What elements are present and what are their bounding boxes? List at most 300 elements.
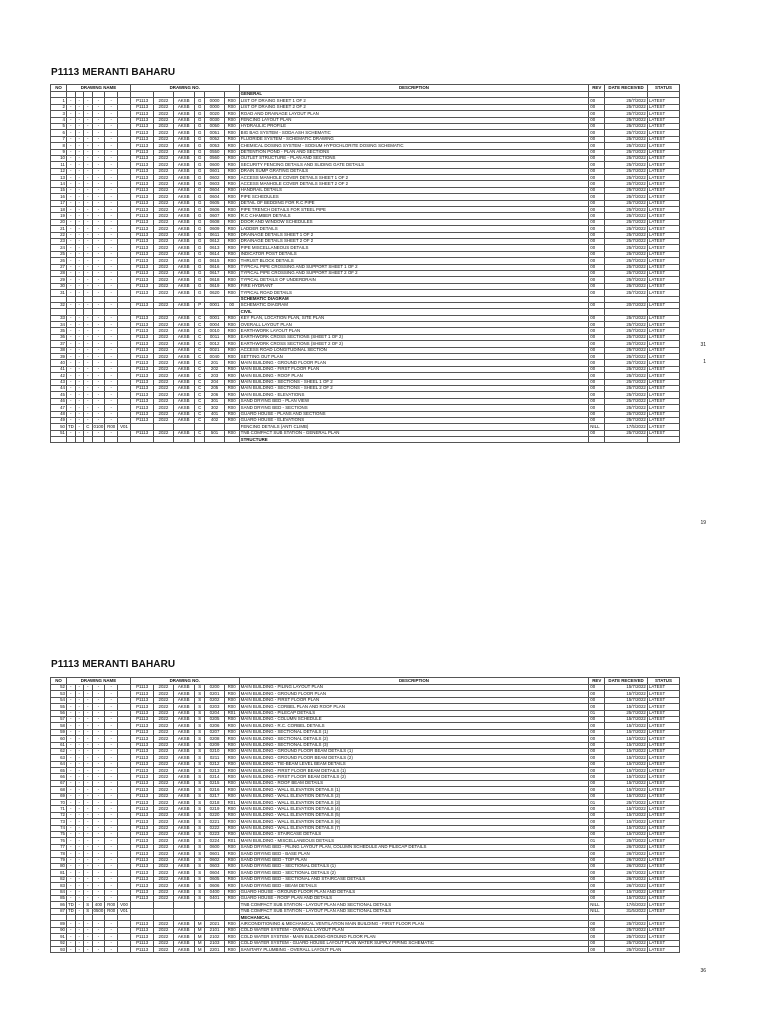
- status: LATEST: [647, 819, 679, 825]
- drawing-name-part: -: [75, 143, 84, 149]
- drawing-name-part: -: [92, 819, 105, 825]
- drawing-no-part: R00: [224, 780, 239, 786]
- empty-cell: [173, 437, 194, 443]
- drawing-no-part: 203: [205, 373, 224, 379]
- drawing-no-part: AKSB: [173, 207, 194, 213]
- drawing-name-part: -: [105, 232, 118, 238]
- drawing-name-part: -: [105, 290, 118, 296]
- drawing-no-part: G: [194, 104, 205, 110]
- drawing-name-part: -: [105, 219, 118, 225]
- status: LATEST: [647, 322, 679, 328]
- status: LATEST: [647, 117, 679, 123]
- drawing-no-part: 0602: [205, 857, 224, 863]
- drawing-name-part: -: [75, 392, 84, 398]
- drawing-no-part: R00: [224, 697, 239, 703]
- drawing-name-part: -: [92, 787, 105, 793]
- drawing-name-part: -: [92, 162, 105, 168]
- row-number: 14: [51, 181, 67, 187]
- drawing-no-part: C: [194, 341, 205, 347]
- drawing-no-part: R00: [224, 411, 239, 417]
- row-number: 73: [51, 819, 67, 825]
- drawing-name-part: -: [105, 341, 118, 347]
- drawing-no-part: S: [194, 825, 205, 831]
- drawing-no-part: 0203: [205, 704, 224, 710]
- drawing-no-part: 201: [205, 360, 224, 366]
- revision: 00: [589, 831, 605, 837]
- status: LATEST: [647, 226, 679, 232]
- date-received: 15/7/2022: [605, 761, 648, 767]
- drawing-no-part: S: [194, 870, 205, 876]
- drawing-no-part: R00: [224, 264, 239, 270]
- drawing-no-part: AKSB: [173, 819, 194, 825]
- row-number: 33: [51, 315, 67, 321]
- drawing-no-part: 0010: [205, 328, 224, 334]
- date-received: 25/7/2022: [605, 168, 648, 174]
- drawing-name-part: -: [84, 398, 93, 404]
- drawing-no-part: 2022: [154, 258, 173, 264]
- drawing-no-part: G: [194, 168, 205, 174]
- drawing-no-part: C: [194, 315, 205, 321]
- drawing-no-part: R00: [224, 219, 239, 225]
- drawing-name-part: -: [105, 831, 118, 837]
- drawing-no-part: R00: [224, 831, 239, 837]
- drawing-no-part: M: [194, 940, 205, 946]
- status: LATEST: [647, 768, 679, 774]
- drawing-no-part: G: [194, 213, 205, 219]
- drawing-name-part: -: [84, 819, 93, 825]
- drawing-no-part: AKSB: [173, 149, 194, 155]
- drawing-no-part: R01: [224, 838, 239, 844]
- drawing-name-part: -: [105, 697, 118, 703]
- revision: 00: [589, 207, 605, 213]
- drawing-no-part: P1113: [130, 143, 153, 149]
- drawing-no-part: S: [194, 863, 205, 869]
- drawing-no-part: R00: [224, 181, 239, 187]
- revision: 00: [589, 111, 605, 117]
- drawing-no-part: 402: [205, 417, 224, 423]
- drawing-no-part: R00: [224, 883, 239, 889]
- drawing-no-part: P1113: [130, 360, 153, 366]
- drawing-name-part: -: [66, 710, 75, 716]
- revision: 00: [589, 354, 605, 360]
- drawing-name-part: -: [84, 347, 93, 353]
- drawing-no-part: 2022: [154, 328, 173, 334]
- drawing-name-part: -: [66, 716, 75, 722]
- drawing-no-part: 0611: [205, 232, 224, 238]
- row-number: 68: [51, 787, 67, 793]
- status: LATEST: [647, 934, 679, 940]
- revision: 00: [589, 940, 605, 946]
- section-row: [51, 437, 680, 443]
- drawing-name-part: -: [92, 207, 105, 213]
- revision: 00: [589, 723, 605, 729]
- drawing-name-part: [118, 947, 131, 953]
- date-received: 25/7/2022: [605, 322, 648, 328]
- drawing-no-part: P1113: [130, 194, 153, 200]
- drawing-name-part: -: [92, 226, 105, 232]
- drawing-no-part: G: [194, 155, 205, 161]
- drawing-name-part: -: [84, 136, 93, 142]
- drawing-no-part: AKSB: [173, 302, 194, 308]
- row-number: 35: [51, 328, 67, 334]
- drawing-name-part: -: [105, 130, 118, 136]
- drawing-name-part: -: [84, 143, 93, 149]
- drawing-no-part: AKSB: [173, 417, 194, 423]
- drawing-no-part: 0004: [205, 322, 224, 328]
- drawing-no-part: AKSB: [173, 238, 194, 244]
- drawing-no-part: R00: [224, 768, 239, 774]
- drawing-no-part: 0205: [205, 716, 224, 722]
- empty-cell: [75, 437, 84, 443]
- status: LATEST: [647, 800, 679, 806]
- drawing-no-part: 0608: [205, 219, 224, 225]
- drawing-name-part: -: [92, 277, 105, 283]
- drawing-name-part: -: [84, 940, 93, 946]
- drawing-no-part: R00: [224, 392, 239, 398]
- drawing-name-part: -: [84, 379, 93, 385]
- drawing-name-part: -: [92, 940, 105, 946]
- row-number: 2: [51, 104, 67, 110]
- description: COLD WATER SYSTEM - GUARD HOUSE LAYOUT PLAN WATER SUPPLY PIPING SCHEMATIC: [239, 940, 589, 946]
- revision: 00: [589, 716, 605, 722]
- drawing-name-part: -: [84, 838, 93, 844]
- drawing-name-part: -: [75, 341, 84, 347]
- drawing-no-part: 2022: [154, 691, 173, 697]
- status: LATEST: [647, 277, 679, 283]
- drawing-name-part: -: [66, 302, 75, 308]
- drawing-no-part: 302: [205, 405, 224, 411]
- drawing-no-part: R00: [224, 430, 239, 436]
- date-received: 25/7/2022: [605, 117, 648, 123]
- drawing-no-part: R00: [224, 98, 239, 104]
- drawing-no-part: P1113: [130, 895, 153, 901]
- drawing-name-part: -: [84, 219, 93, 225]
- drawing-no-part: AKSB: [173, 290, 194, 296]
- row-number: 67: [51, 780, 67, 786]
- drawing-name-part: -: [84, 723, 93, 729]
- drawing-name-part: -: [84, 155, 93, 161]
- status: LATEST: [647, 889, 679, 895]
- drawing-no-part: P1113: [130, 270, 153, 276]
- date-received: 15/7/2022: [605, 742, 648, 748]
- drawing-no-part: 2022: [154, 245, 173, 251]
- row-number: 69: [51, 793, 67, 799]
- date-received: 25/7/2022: [605, 379, 648, 385]
- drawing-no-part: AKSB: [173, 283, 194, 289]
- revision: 00: [589, 270, 605, 276]
- drawing-no-part: 2022: [154, 98, 173, 104]
- drawing-name-part: -: [66, 290, 75, 296]
- drawing-no-part: R00: [224, 819, 239, 825]
- drawing-name-part: -: [75, 934, 84, 940]
- drawing-no-part: R00: [224, 290, 239, 296]
- drawing-no-part: 2022: [154, 392, 173, 398]
- section-title: GENERAL: [239, 92, 589, 98]
- drawing-no-part: AKSB: [173, 213, 194, 219]
- revision: 00: [589, 168, 605, 174]
- date-received: 25/7/2022: [605, 251, 648, 257]
- description: FLUORIDE SYSTEM - SCHEMATIC DRAWING: [239, 136, 589, 142]
- status: LATEST: [647, 238, 679, 244]
- drawing-name-part: -: [75, 787, 84, 793]
- drawing-name-part: -: [105, 187, 118, 193]
- description: HANDRAIL DETAILS: [239, 187, 589, 193]
- drawing-no-part: S: [194, 716, 205, 722]
- drawing-no-part: P1113: [130, 411, 153, 417]
- drawing-no-part: 0001: [205, 315, 224, 321]
- drawing-name-part: -: [66, 838, 75, 844]
- drawing-no-part: R00: [224, 685, 239, 691]
- date-received: 15/7/2022: [605, 736, 648, 742]
- status: LATEST: [647, 149, 679, 155]
- drawing-no-part: G: [194, 200, 205, 206]
- drawing-name-part: -: [105, 710, 118, 716]
- drawing-name-part: -: [92, 876, 105, 882]
- row-number: 1: [51, 98, 67, 104]
- drawing-no-part: R00: [224, 863, 239, 869]
- revision: 00: [589, 219, 605, 225]
- description: FENCING LAYOUT PLAN: [239, 117, 589, 123]
- drawing-no-part: S: [194, 844, 205, 850]
- status: LATEST: [647, 366, 679, 372]
- drawing-no-part: 2022: [154, 831, 173, 837]
- drawing-name-part: -: [75, 691, 84, 697]
- revision: 00: [589, 130, 605, 136]
- drawing-register-table: [50, 84, 680, 443]
- drawing-no-part: 0223: [205, 831, 224, 837]
- drawing-no-part: AKSB: [173, 392, 194, 398]
- row-number: 70: [51, 800, 67, 806]
- drawing-no-part: G: [194, 111, 205, 117]
- drawing-name-part: -: [92, 921, 105, 927]
- description: SAND DRYING BED - BEAM DETAILS: [239, 883, 589, 889]
- drawing-name-part: -: [75, 302, 84, 308]
- drawing-name-part: -: [75, 354, 84, 360]
- drawing-name-part: -: [66, 691, 75, 697]
- drawing-name-part: -: [92, 181, 105, 187]
- revision: 00: [589, 277, 605, 283]
- drawing-no-part: 0601: [205, 168, 224, 174]
- revision: 00: [589, 123, 605, 129]
- drawing-no-part: AKSB: [173, 168, 194, 174]
- drawing-no-part: 0614: [205, 251, 224, 257]
- drawing-name-part: -: [84, 748, 93, 754]
- drawing-name-part: -: [75, 729, 84, 735]
- empty-cell: [105, 437, 118, 443]
- drawing-no-part: 2022: [154, 398, 173, 404]
- status: LATEST: [647, 921, 679, 927]
- row-number: 77: [51, 844, 67, 850]
- drawing-no-part: R00: [224, 238, 239, 244]
- description: MAIN BUILDING - PILING LAYOUT PLAN: [239, 685, 589, 691]
- drawing-no-part: R00: [224, 844, 239, 850]
- description: GUARD HOUSE - GROUND FLOOR PLAN AND DETAILS: [239, 889, 589, 895]
- drawing-name-part: -: [66, 283, 75, 289]
- drawing-no-part: 2022: [154, 947, 173, 953]
- drawing-no-part: P1113: [130, 168, 153, 174]
- description: BIG BAG SYSTEM - SODA ASH SCHEMATIC: [239, 130, 589, 136]
- description: MAIN BUILDING - GROUND FLOOR PLAN: [239, 691, 589, 697]
- drawing-no-part: AKSB: [173, 748, 194, 754]
- drawing-name-part: -: [105, 283, 118, 289]
- status: LATEST: [647, 194, 679, 200]
- drawing-no-part: G: [194, 264, 205, 270]
- drawing-name-part: -: [92, 149, 105, 155]
- page-title: P1113 MERANTI BAHARU: [51, 659, 176, 670]
- drawing-no-part: S: [194, 704, 205, 710]
- date-received: 25/7/2022: [605, 290, 648, 296]
- drawing-name-part: -: [66, 98, 75, 104]
- drawing-name-part: -: [84, 793, 93, 799]
- date-received: 25/7/2022: [605, 354, 648, 360]
- drawing-name-part: -: [92, 729, 105, 735]
- drawing-no-part: G: [194, 270, 205, 276]
- drawing-name-part: R00: [105, 424, 118, 430]
- drawing-name-part: -: [75, 825, 84, 831]
- status: LATEST: [647, 883, 679, 889]
- status: LATEST: [647, 405, 679, 411]
- drawing-name-part: -: [75, 417, 84, 423]
- drawing-name-part: -: [105, 251, 118, 257]
- status: LATEST: [647, 207, 679, 213]
- revision: 00: [589, 143, 605, 149]
- row-number: 66: [51, 774, 67, 780]
- drawing-name-part: -: [92, 934, 105, 940]
- drawing-no-part: P1113: [130, 264, 153, 270]
- revision: 00: [589, 283, 605, 289]
- drawing-no-part: P1113: [130, 104, 153, 110]
- drawing-name-part: -: [75, 774, 84, 780]
- drawing-name-part: -: [66, 940, 75, 946]
- drawing-no-part: P1113: [130, 175, 153, 181]
- drawing-no-part: S: [194, 793, 205, 799]
- drawing-no-part: 2201: [205, 947, 224, 953]
- date-received: 25/7/2022: [605, 258, 648, 264]
- drawing-no-part: R00: [224, 857, 239, 863]
- drawing-name-part: -: [105, 748, 118, 754]
- drawing-no-part: R00: [224, 175, 239, 181]
- drawing-name-part: -: [75, 111, 84, 117]
- revision: 00: [589, 360, 605, 366]
- drawing-name-part: -: [105, 405, 118, 411]
- drawing-no-part: AKSB: [173, 111, 194, 117]
- status: LATEST: [647, 838, 679, 844]
- header-drawing-no: DRAWING NO.: [130, 678, 239, 685]
- drawing-name-part: -: [66, 200, 75, 206]
- drawing-name-part: -: [92, 341, 105, 347]
- drawing-no-part: G: [194, 207, 205, 213]
- drawing-no-part: S: [194, 787, 205, 793]
- revision: 00: [589, 895, 605, 901]
- date-received: 25/7/2022: [605, 143, 648, 149]
- row-number: 54: [51, 697, 67, 703]
- drawing-name-part: -: [66, 723, 75, 729]
- row-number: 42: [51, 373, 67, 379]
- description: DETENTION POND - PLAN AND SECTIONS: [239, 149, 589, 155]
- drawing-name-part: -: [84, 947, 93, 953]
- drawing-name-part: -: [75, 398, 84, 404]
- status: LATEST: [647, 736, 679, 742]
- revision: 00: [589, 729, 605, 735]
- row-number: 40: [51, 360, 67, 366]
- drawing-no-part: S: [194, 800, 205, 806]
- drawing-name-part: -: [105, 270, 118, 276]
- drawing-no-part: 0001: [205, 302, 224, 308]
- drawing-name-part: -: [105, 812, 118, 818]
- drawing-name-part: -: [75, 940, 84, 946]
- drawing-no-part: M: [194, 947, 205, 953]
- drawing-no-part: 0604: [205, 194, 224, 200]
- revision: 00: [589, 302, 605, 308]
- drawing-no-part: 0224: [205, 838, 224, 844]
- date-received: 25/7/2022: [605, 315, 648, 321]
- description: ACCESS ROAD LONGITUDINAL SECTION: [239, 347, 589, 353]
- drawing-no-part: 2022: [154, 417, 173, 423]
- drawing-no-part: 2022: [154, 366, 173, 372]
- header-drawing-name: DRAWING NAME: [66, 85, 130, 92]
- drawing-no-part: AKSB: [173, 895, 194, 901]
- drawing-name-part: -: [75, 290, 84, 296]
- drawing-name-part: -: [75, 366, 84, 372]
- description: DETAIL OF BEDDING FOR R.C PIPE: [239, 200, 589, 206]
- description: THRUST BLOCK DETAILS: [239, 258, 589, 264]
- drawing-name-part: -: [84, 334, 93, 340]
- status: LATEST: [647, 360, 679, 366]
- drawing-name-part: -: [66, 155, 75, 161]
- description: PIPE SCHEDULES: [239, 194, 589, 200]
- date-received: 15/7/2022: [605, 716, 648, 722]
- drawing-no-part: P1113: [130, 704, 153, 710]
- description: SAND DRYING BED - BASE PLAN: [239, 851, 589, 857]
- description: TNB COMPACT SUB STATION - GENERAL PLAN: [239, 430, 589, 436]
- row-number: 17: [51, 200, 67, 206]
- drawing-name-part: -: [75, 98, 84, 104]
- drawing-no-part: R00: [224, 104, 239, 110]
- date-received: 25/7/2022: [605, 130, 648, 136]
- description: MAIN BUILDING - STAIRCASE DETAILS: [239, 831, 589, 837]
- header-status: STATUS: [647, 678, 679, 685]
- drawing-no-part: AKSB: [173, 264, 194, 270]
- drawing-no-part: P1113: [130, 825, 153, 831]
- drawing-no-part: P1113: [130, 806, 153, 812]
- description: MAIN BUILDING - GROUND FLOOR BEAM DETAILS (2): [239, 755, 589, 761]
- drawing-name-part: -: [66, 780, 75, 786]
- drawing-name-part: -: [75, 181, 84, 187]
- drawing-no-part: P1113: [130, 940, 153, 946]
- revision: 00: [589, 417, 605, 423]
- drawing-name-part: -: [105, 417, 118, 423]
- drawing-name-part: -: [66, 258, 75, 264]
- status: LATEST: [647, 200, 679, 206]
- drawing-no-part: P1113: [130, 251, 153, 257]
- drawing-name-part: -: [105, 360, 118, 366]
- drawing-name-part: -: [66, 895, 75, 901]
- date-received: 15/7/2022: [605, 729, 648, 735]
- drawing-name-part: -: [105, 149, 118, 155]
- drawing-no-part: R00: [224, 398, 239, 404]
- drawing-no-part: G: [194, 123, 205, 129]
- drawing-name-part: -: [84, 921, 93, 927]
- row-number: 6: [51, 130, 67, 136]
- drawing-no-part: M: [194, 921, 205, 927]
- drawing-name-part: -: [84, 328, 93, 334]
- drawing-no-part: P1113: [130, 819, 153, 825]
- section-title: MECHANICAL: [239, 915, 589, 921]
- status: LATEST: [647, 812, 679, 818]
- drawing-name-part: -: [92, 691, 105, 697]
- date-received: 25/7/2022: [605, 232, 648, 238]
- status: LATEST: [647, 392, 679, 398]
